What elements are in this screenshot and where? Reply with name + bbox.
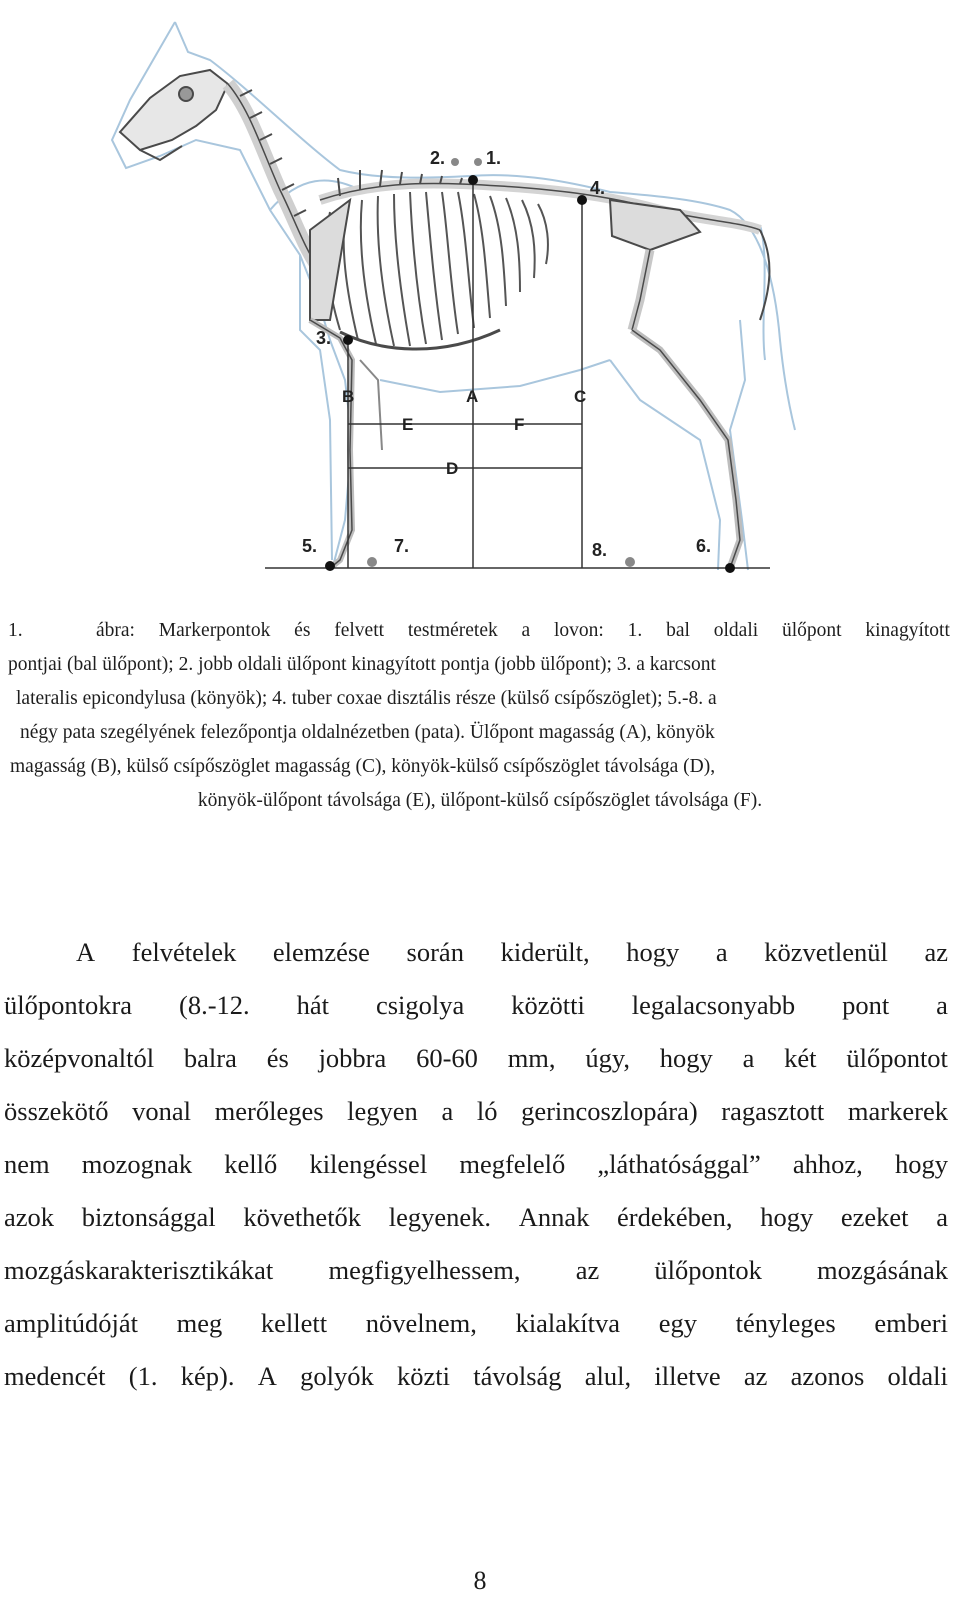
- paragraph-line: medencét (1. kép). A golyók közti távolság alul, illetve az azonos oldali: [4, 1361, 948, 1391]
- caption-line-text: ábra: Markerpontok és felvett testméretek a lovon: 1. bal oldali ülőpont kinagyított: [96, 620, 950, 641]
- marker-1b-dot: [474, 158, 482, 166]
- marker-5-dot: [325, 561, 335, 571]
- caption-line: magasság (B), külső csípőszöglet magasság (C), könyök-külső csípőszöglet távolsága (D),: [10, 756, 716, 777]
- page-number: 8: [473, 1566, 487, 1595]
- marker-4-dot: [577, 195, 587, 205]
- body-paragraph: [4, 926, 948, 1403]
- marker-8-label: 8.: [592, 540, 608, 560]
- paragraph-line: azok biztonsággal követhetők legyenek. Annak érdekében, hogy ezeket a: [4, 1202, 948, 1232]
- paragraph-line: mozgáskarakterisztikákat megfigyelhessem, az ülőpontok mozgásának: [4, 1255, 948, 1285]
- marker-5-label: 5.: [302, 536, 318, 556]
- marker-2-dot: [451, 158, 459, 166]
- caption-number: 1.: [8, 620, 23, 641]
- paragraph-line: összekötő vonal merőleges legyen a ló gerincoszlopára) ragasztott markerek: [4, 1096, 948, 1126]
- caption-line: négy pata szegélyének felezőpontja oldalnézetben (pata). Ülőpont magasság (A), könyök: [20, 722, 715, 743]
- paragraph-line: A felvételek elemzése során kiderült, hogy a közvetlenül az: [76, 937, 948, 967]
- dimension-a-label: A: [466, 387, 479, 406]
- dimension-f-label: F: [514, 415, 525, 434]
- paragraph-line: ülőpontokra (8.-12. hát csigolya közötti legalacsonyabb pont a: [4, 990, 948, 1020]
- marker-4-label: 4.: [590, 178, 606, 198]
- paragraph-line: középvonaltól balra és jobbra 60-60 mm, úgy, hogy a két ülőpontot: [4, 1043, 948, 1073]
- paragraph-line: nem mozognak kellő kilengéssel megfelelő „láthatósággal” ahhoz, hogy: [4, 1149, 948, 1179]
- marker-1-dot: [468, 175, 478, 185]
- marker-3-label: 3.: [316, 328, 332, 348]
- marker-6-dot: [725, 563, 735, 573]
- caption-line: könyök-ülőpont távolsága (E), ülőpont-külső csípőszöglet távolsága (F).: [197, 790, 763, 811]
- paragraph-line: amplitúdóját meg kellett növelnem, kialakítva egy tényleges emberi: [4, 1308, 948, 1338]
- dimension-b-label: B: [342, 387, 355, 406]
- caption-line: pontjai (bal ülőpont); 2. jobb oldali ülőpont kinagyított pontja (jobb ülőpont); 3. a karcsont: [8, 654, 716, 675]
- marker-7-dot: [367, 557, 377, 567]
- horse-skeleton-figure: [0, 0, 960, 600]
- marker-8-dot: [625, 557, 635, 567]
- dimension-c-label: C: [574, 387, 587, 406]
- dimension-d-label: D: [446, 459, 459, 478]
- caption-line: lateralis epicondylusa (könyök); 4. tuber coxae disztális része (külső csípőszöglet); 5.-8. a: [16, 688, 717, 709]
- marker-2-label: 2.: [430, 148, 446, 168]
- marker-6-label: 6.: [696, 536, 712, 556]
- marker-3-dot: [343, 335, 353, 345]
- marker-1-label: 1.: [486, 148, 502, 168]
- marker-7-label: 7.: [394, 536, 410, 556]
- dimension-e-label: E: [402, 415, 414, 434]
- figure-caption: [0, 614, 960, 818]
- caption-line: [0, 614, 960, 648]
- horse-skeleton-illustration: [0, 0, 960, 600]
